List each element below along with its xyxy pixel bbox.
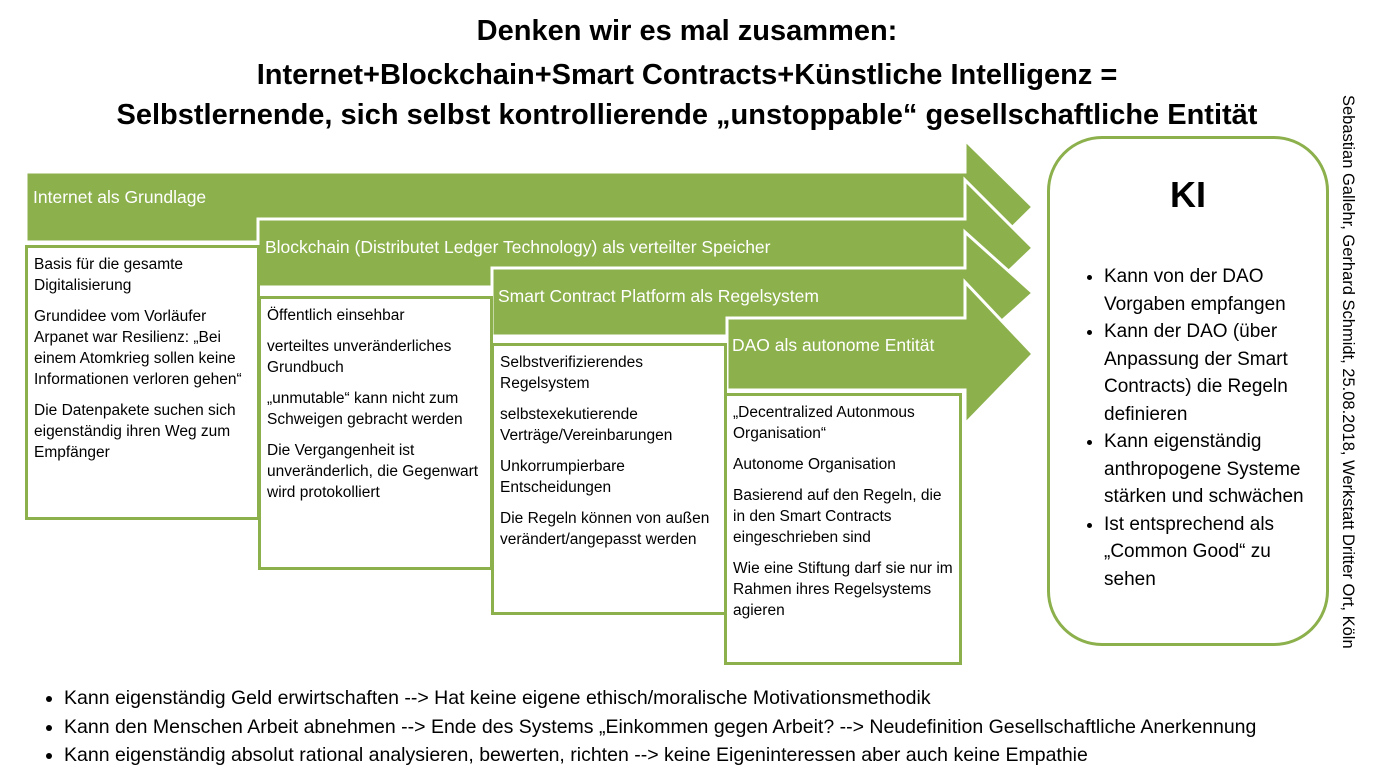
box-blockchain-text-3: „unmutable“ kann nicht zum Schweigen gebracht werden bbox=[267, 390, 463, 428]
ki-bullet: • Kann der DAO (über Anpassung der Smart Contracts) die Regeln definieren bbox=[1104, 318, 1324, 428]
box-dao-text-1: „Decentralized Autonmous Organisation“ bbox=[733, 404, 915, 442]
arrow-label-internet: Internet als Grundlage bbox=[33, 187, 207, 207]
arrow-label-dao: DAO als autonome Entität bbox=[732, 335, 935, 355]
box-blockchain-text-2: verteiltes unveränderliches Grundbuch bbox=[267, 338, 452, 376]
box-smart-contract-text-1: Selbstverifizierendes Regelsystem bbox=[500, 354, 644, 392]
ki-bullet: • Kann von der DAO Vorgaben empfangen bbox=[1104, 263, 1324, 318]
title-line-1: Denken wir es mal zusammen: bbox=[476, 15, 898, 47]
bottom-bullet: • Kann den Menschen Arbeit abnehmen --> Ende des Systems „Einkommen gegen Arbeit? --> Neudefinition Gesellschaftliche Anerkennung bbox=[64, 713, 1374, 742]
box-dao bbox=[724, 393, 962, 665]
ki-bullet: • Kann eigenständig anthropogene Systeme stärken und schwächen bbox=[1104, 428, 1324, 511]
side-credit-text: Sebastian Gallehr, Gerhard Schmidt, 25.08.2018, Werkstatt Dritter Ort, Köln bbox=[1339, 95, 1357, 649]
box-dao-text-3: Basierend auf den Regeln, die in den Smart Contracts eingeschrieben sind bbox=[733, 487, 942, 546]
box-internet-text-2: Grundidee vom Vorläufer Arpanet war Resilienz: „Bei einem Atomkrieg sollen keine Informationen verloren gehen“ bbox=[34, 308, 242, 388]
bottom-bullet: • Kann eigenständig Geld erwirtschaften --> Hat keine eigene ethisch/moralische Motivationsmethodik bbox=[64, 684, 1374, 713]
title-line-2: Internet+Blockchain+Smart Contracts+Künstliche Intelligenz = bbox=[256, 59, 1118, 91]
title-line-3: Selbstlernende, sich selbst kontrollierende „unstoppable“ gesellschaftliche Entität bbox=[116, 99, 1258, 131]
side-credit bbox=[1337, 95, 1359, 685]
box-internet-text-3: Die Datenpakete suchen sich eigenständig ihren Weg zum Empfänger bbox=[34, 402, 236, 461]
box-smart-contract-text-2: selbstexekutierende Verträge/Vereinbarungen bbox=[500, 406, 673, 444]
bottom-bullet: • Kann eigenständig absolut rational analysieren, bewerten, richten --> keine Eigeninteressen aber auch keine Empathie bbox=[64, 741, 1374, 770]
box-blockchain bbox=[258, 296, 493, 570]
box-internet bbox=[25, 245, 260, 520]
box-dao-text-2: Autonome Organisation bbox=[733, 456, 896, 473]
box-blockchain-text-4: Die Vergangenheit ist unveränderlich, die Gegenwart wird protokolliert bbox=[267, 442, 479, 501]
bottom-bullet-list bbox=[40, 684, 1374, 770]
box-dao-text-4: Wie eine Stiftung darf sie nur im Rahmen ihres Regelsystems agieren bbox=[733, 560, 953, 619]
ki-bullet-list bbox=[1078, 263, 1324, 593]
ki-panel bbox=[1047, 136, 1329, 646]
ki-bullet: • Ist entsprechend als „Common Good“ zu sehen bbox=[1104, 511, 1324, 594]
arrow-label-smart-contract: Smart Contract Platform als Regelsystem bbox=[498, 286, 819, 306]
arrow-label-blockchain: Blockchain (Distributet Ledger Technology) als verteilter Speicher bbox=[265, 237, 771, 257]
box-smart-contract-text-3: Unkorrumpierbare Entscheidungen bbox=[500, 458, 625, 496]
box-smart-contract-text-4: Die Regeln können von außen verändert/angepasst werden bbox=[500, 510, 710, 548]
box-internet-text-1: Basis für die gesamte Digitalisierung bbox=[34, 256, 184, 294]
box-smart-contract bbox=[491, 343, 727, 615]
box-blockchain-text-1: Öffentlich einsehbar bbox=[267, 307, 405, 324]
ki-title: KI bbox=[1170, 174, 1206, 215]
